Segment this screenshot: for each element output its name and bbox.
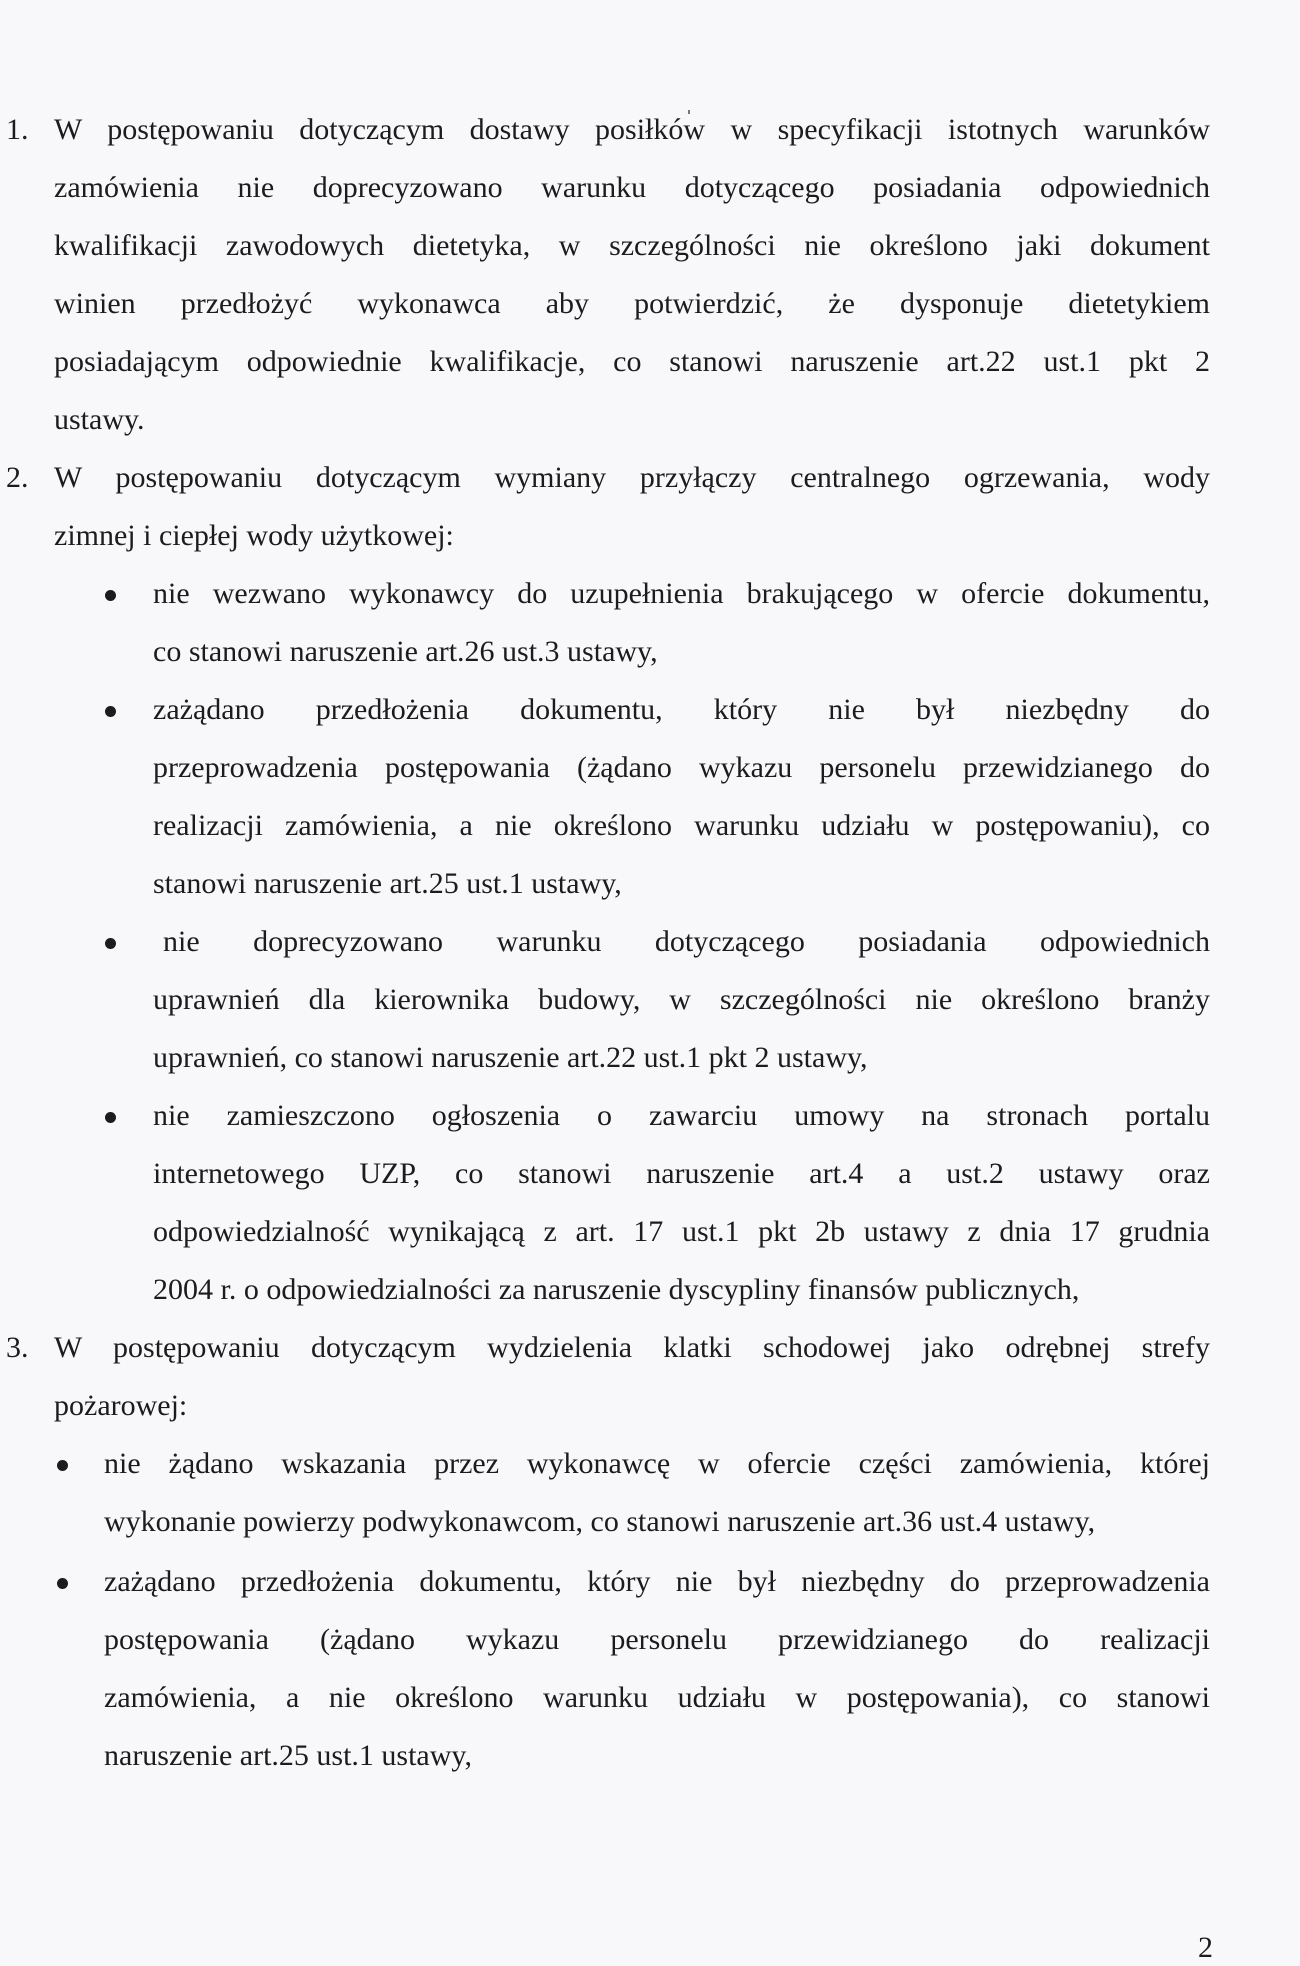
item-number: 2.	[6, 461, 29, 494]
item-text-line: posiadającym odpowiednie kwalifikacje, co stanowi naruszenie art.22 ust.1 pkt 2	[54, 345, 1210, 378]
bullet-text-line: naruszenie art.25 ust.1 ustawy,	[104, 1739, 472, 1772]
bullet-text-line: nie żądano wskazania przez wykonawcę w ofercie części zamówienia, której	[104, 1447, 1210, 1480]
bullet-icon	[105, 706, 116, 717]
bullet-icon	[105, 938, 116, 949]
item-text-line: W postępowaniu dotyczącym wymiany przyłączy centralnego ogrzewania, wody	[54, 461, 1210, 494]
bullet-text-line: wykonanie powierzy podwykonawcom, co stanowi naruszenie art.36 ust.4 ustawy,	[104, 1505, 1096, 1538]
bullet-text-line: realizacji zamówienia, a nie określono warunku udziału w postępowaniu), co	[153, 809, 1210, 842]
bullet-text-line: uprawnień dla kierownika budowy, w szczególności nie określono branży	[153, 983, 1210, 1016]
bullet-icon	[57, 1460, 68, 1471]
bullet-text-line: zażądano przedłożenia dokumentu, który nie był niezbędny do przeprowadzenia	[104, 1565, 1210, 1598]
bullet-text-line: stanowi naruszenie art.25 ust.1 ustawy,	[153, 867, 622, 900]
item-text-line: W postępowaniu dotyczącym wydzielenia klatki schodowej jako odrębnej strefy	[54, 1331, 1210, 1364]
bullet-text-line: zażądano przedłożenia dokumentu, który nie był niezbędny do	[153, 693, 1210, 726]
item-text-line: zamówienia nie doprecyzowano warunku dotyczącego posiadania odpowiednich	[54, 171, 1210, 204]
bullet-text-line: postępowania (żądano wykazu personelu przewidzianego do realizacji	[104, 1623, 1210, 1656]
bullet-text-line: zamówienia, a nie określono warunku udziału w postępowania), co stanowi	[104, 1681, 1210, 1714]
item-text-line: winien przedłożyć wykonawca aby potwierdzić, że dysponuje dietetykiem	[54, 287, 1210, 320]
bullet-text-line: uprawnień, co stanowi naruszenie art.22 ust.1 pkt 2 ustawy,	[153, 1041, 868, 1074]
bullet-text-line: 2004 r. o odpowiedzialności za naruszenie dyscypliny finansów publicznych,	[153, 1273, 1080, 1306]
item-number: 1.	[6, 113, 29, 146]
item-text-line: ustawy.	[54, 403, 145, 436]
bullet-icon	[57, 1578, 68, 1589]
item-text-line: kwalifikacji zawodowych dietetyka, w szczególności nie określono jaki dokument	[54, 229, 1210, 262]
bullet-text-line: co stanowi naruszenie art.26 ust.3 ustawy,	[153, 635, 658, 668]
bullet-text-line: nie wezwano wykonawcy do uzupełnienia brakującego w ofercie dokumentu,	[153, 577, 1210, 610]
bullet-icon	[105, 1112, 116, 1123]
bullet-icon	[105, 590, 116, 601]
bullet-text-line: odpowiedzialność wynikającą z art. 17 ust.1 pkt 2b ustawy z dnia 17 grudnia	[153, 1215, 1210, 1248]
bullet-text-line: internetowego UZP, co stanowi naruszenie art.4 a ust.2 ustawy oraz	[153, 1157, 1210, 1190]
item-text-line: W postępowaniu dotyczącym dostawy posiłków w specyfikacji istotnych warunków	[54, 113, 1210, 146]
page-number: 2	[1198, 1931, 1213, 1964]
item-number: 3.	[6, 1331, 29, 1364]
item-text-line: pożarowej:	[54, 1389, 188, 1422]
bullet-text-line: przeprowadzenia postępowania (żądano wykazu personelu przewidzianego do	[153, 751, 1210, 784]
bullet-text-line: nie zamieszczono ogłoszenia o zawarciu umowy na stronach portalu	[153, 1099, 1210, 1132]
bullet-text-line: nie doprecyzowano warunku dotyczącego posiadania odpowiednich	[163, 925, 1210, 958]
item-text-line: zimnej i ciepłej wody użytkowej:	[54, 519, 454, 552]
